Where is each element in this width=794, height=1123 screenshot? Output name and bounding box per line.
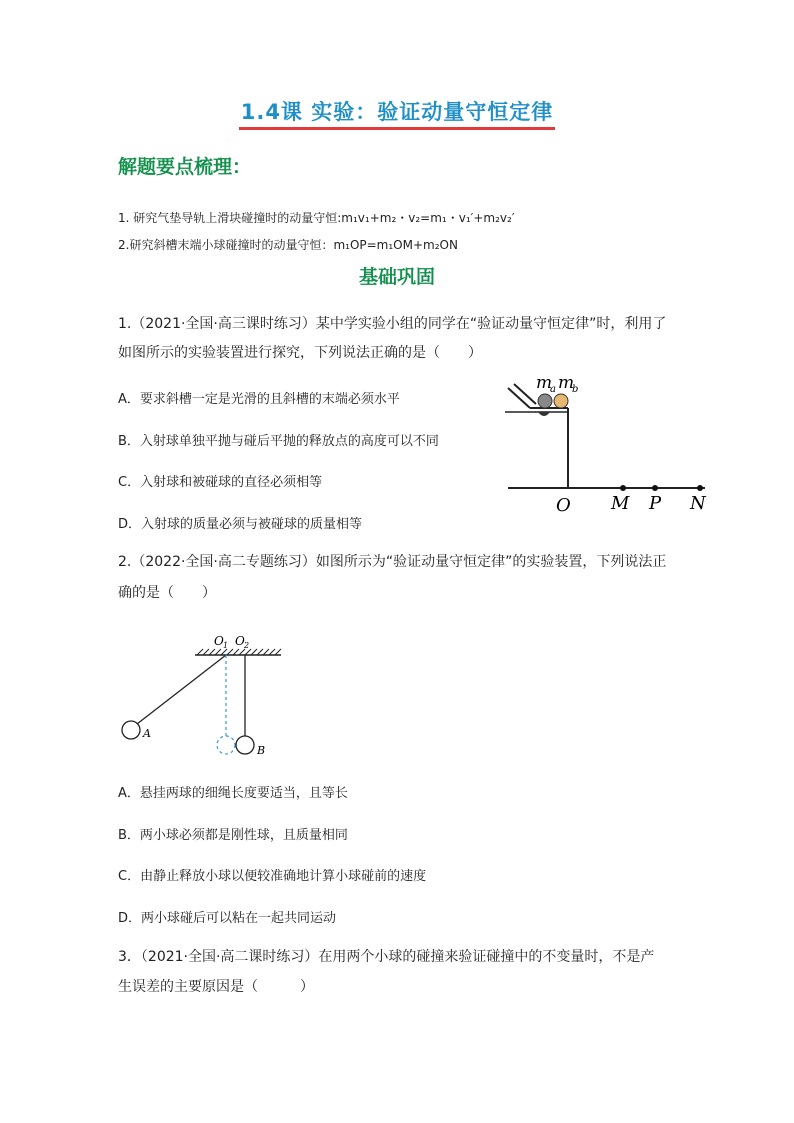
label-b: B bbox=[257, 744, 266, 757]
page-title-text: 1.4课 实验：验证动量守恒定律 bbox=[239, 96, 556, 130]
label-o: O bbox=[556, 495, 571, 516]
chute-lower bbox=[514, 384, 536, 404]
q2-option-d: D．两小球碰后可以粘在一起共同运动 bbox=[118, 911, 337, 926]
q2-stem-line2: 确的是（ ） bbox=[118, 585, 216, 601]
key-points-heading: 解题要点梳理： bbox=[118, 156, 252, 178]
label-o1-sub: 1 bbox=[223, 641, 229, 650]
q1-stem-line2: 如图所示的实验装置进行探究，下列说法正确的是（ ） bbox=[118, 345, 482, 361]
ball-a bbox=[122, 721, 140, 739]
q2-option-a: A．悬挂两球的细绳长度要适当，且等长 bbox=[118, 786, 348, 801]
label-o1: O bbox=[214, 634, 224, 648]
key-point-1: 1. 研究气垫导轨上滑块碰撞时的动量守恒:m₁v₁+m₂・v₂=m₁・v₁′+m₂v₂′ bbox=[118, 211, 515, 225]
label-p: P bbox=[649, 493, 662, 514]
plumb-bob bbox=[538, 412, 550, 416]
label-mb: m bbox=[558, 373, 575, 393]
q1-stem-line1: 1.（2021·全国·高三课时练习）某中学实验小组的同学在“验证动量守恒定律”时，利用了 bbox=[118, 316, 667, 332]
q2-option-b: B．两小球必须都是刚性球，且质量相同 bbox=[118, 828, 348, 843]
ceiling-hatch bbox=[197, 649, 281, 655]
q3-stem-line1: 3．（2021·全国·高二课时练习）在用两个小球的碰撞来验证碰撞中的不变量时，不是产 bbox=[118, 949, 655, 965]
label-a: A bbox=[143, 727, 151, 740]
label-o2-sub: 2 bbox=[244, 641, 250, 650]
string-a bbox=[137, 655, 226, 724]
label-o2: O bbox=[235, 634, 245, 648]
ball-b bbox=[236, 736, 254, 754]
q1-option-a: A．要求斜槽一定是光滑的且斜槽的末端必须水平 bbox=[118, 392, 400, 407]
q1-option-b: B．入射球单独平抛与碰后平抛的释放点的高度可以不同 bbox=[118, 434, 439, 449]
label-ma: m bbox=[536, 373, 553, 393]
ball-mb bbox=[554, 394, 568, 408]
key-point-2: 2.研究斜槽末端小球碰撞时的动量守恒：m₁OP=m₁OM+m₂ON bbox=[118, 238, 458, 252]
point-n bbox=[697, 485, 703, 491]
q2-stem-line1: 2.（2022·全国·高二专题练习）如图所示为“验证动量守恒定律”的实验装置，下列说法正 bbox=[118, 554, 667, 570]
ball-a-dashed bbox=[217, 736, 235, 754]
label-m: M bbox=[611, 493, 630, 514]
q2-figure bbox=[115, 630, 295, 760]
q1-option-c: C．入射球和被碰球的直径必须相等 bbox=[118, 475, 323, 490]
section-basic-heading: 基础巩固 bbox=[358, 266, 435, 288]
ball-ma bbox=[538, 394, 552, 408]
q2-option-c: C．由静止释放小球以便较准确地计算小球碰前的速度 bbox=[118, 869, 427, 884]
q1-option-d: D．入射球的质量必须与被碰球的质量相等 bbox=[118, 517, 363, 532]
q1-figure bbox=[500, 368, 725, 518]
label-mb-sub: b bbox=[572, 384, 579, 395]
point-p bbox=[652, 485, 658, 491]
label-n: N bbox=[690, 493, 706, 514]
label-ma-sub: a bbox=[550, 384, 556, 395]
chute-upper bbox=[508, 388, 530, 408]
point-m bbox=[620, 485, 626, 491]
q3-stem-line2: 生误差的主要原因是（ ） bbox=[118, 979, 314, 995]
page-title bbox=[0, 96, 794, 130]
